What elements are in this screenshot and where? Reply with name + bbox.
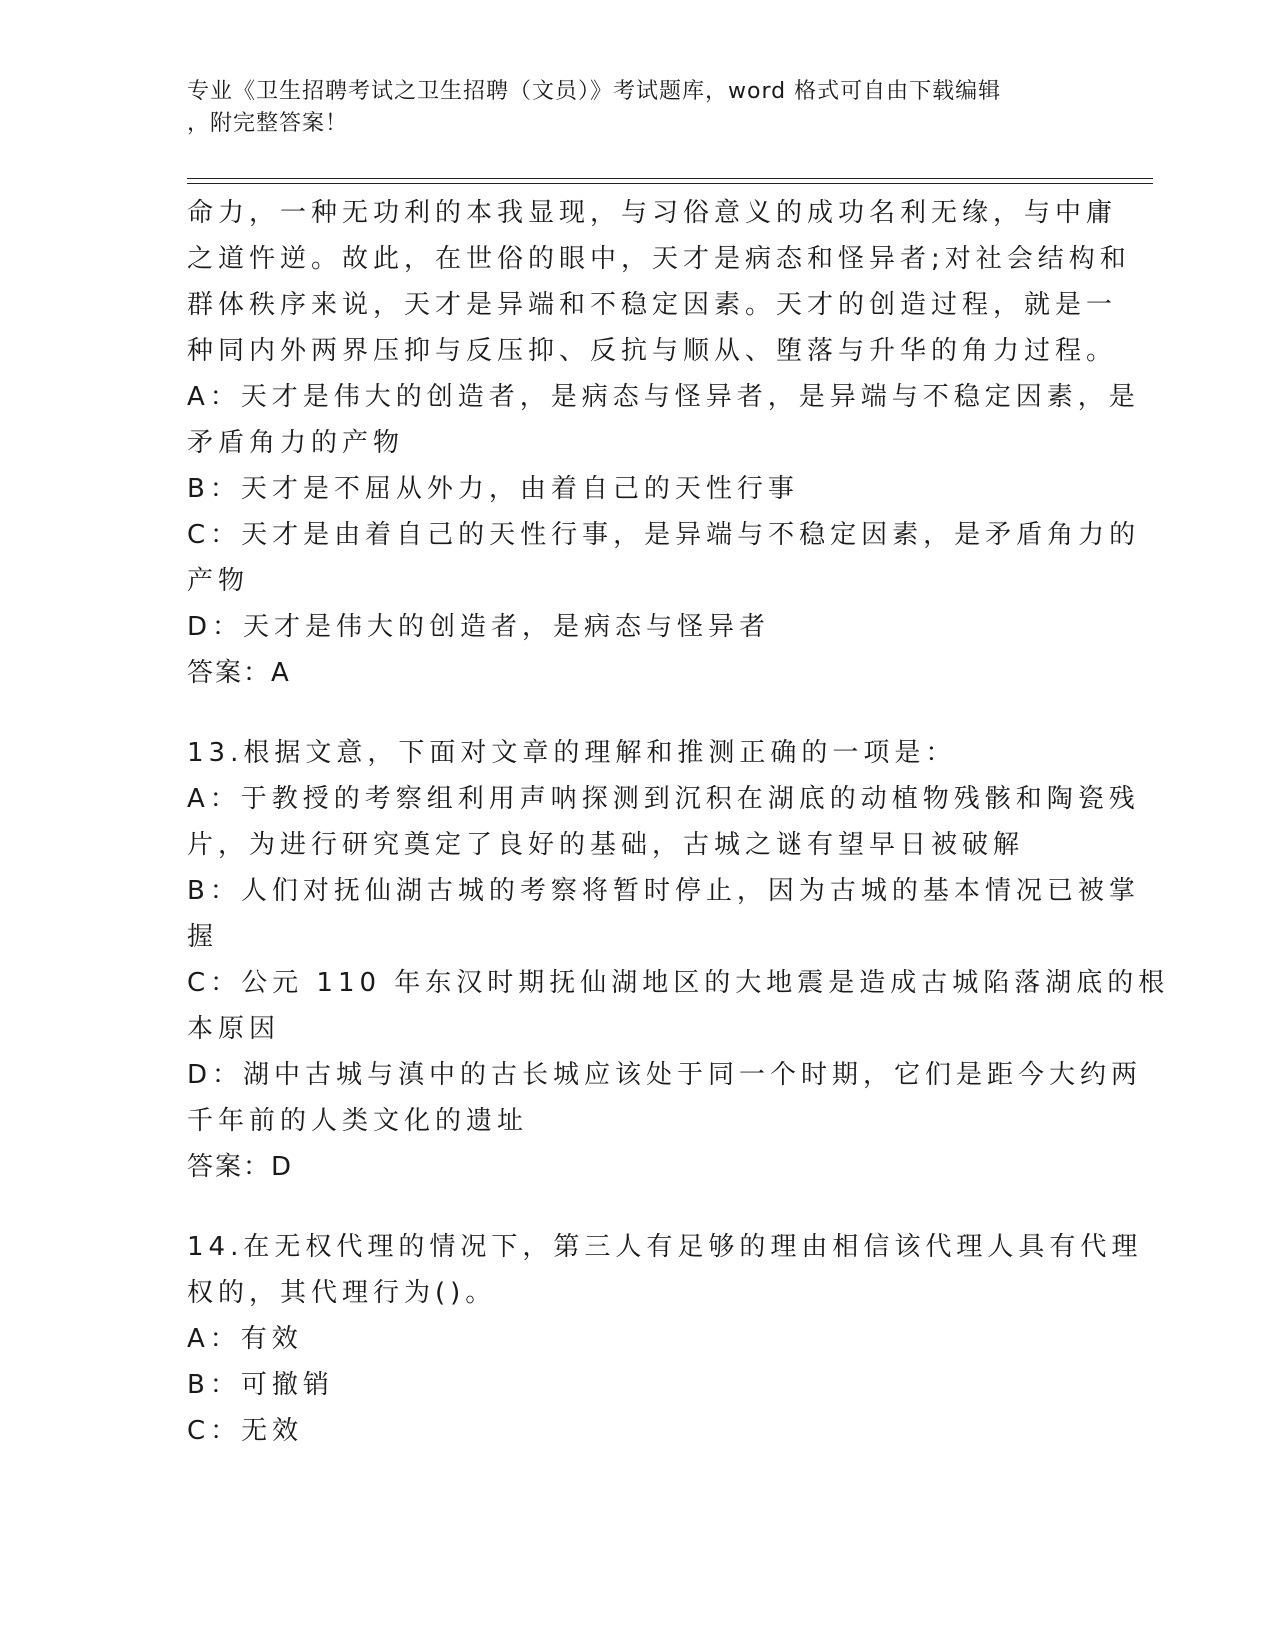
spacer <box>187 1190 1087 1224</box>
header-line-2: ，附完整答案！ <box>187 111 349 136</box>
header-rule-bottom <box>187 183 1153 184</box>
option-line: D：天才是伟大的创造者，是病态与怪异者 <box>187 612 771 642</box>
passage-line: 命力，一种无功利的本我显现，与习俗意义的成功名利无缘，与中庸 <box>187 198 1118 228</box>
option-b <box>187 1362 1087 1408</box>
question-14 <box>187 1224 1143 1454</box>
header-rule-top <box>187 178 1153 179</box>
spacer <box>187 696 1087 730</box>
question-stem: 14.在无权代理的情况下，第三人有足够的理由相信该代理人具有代理 <box>187 1232 1143 1262</box>
question-stem: 权的，其代理行为()。 <box>187 1278 497 1308</box>
document-body <box>187 190 1170 1454</box>
option-line: B：天才是不屈从外力，由着自己的天性行事 <box>187 474 799 504</box>
option-b <box>187 466 1087 512</box>
option-line: 握 <box>187 922 219 952</box>
option-line: C：无效 <box>187 1416 304 1446</box>
passage-line: 种同内外两界压抑与反压抑、反抗与顺从、堕落与升华的角力过程。 <box>187 336 1118 366</box>
passage-text <box>187 190 1131 374</box>
option-line: 矛盾角力的产物 <box>187 428 405 458</box>
option-c <box>187 512 1141 604</box>
passage-line: 群体秩序来说，天才是异端和不稳定因素。天才的创造过程，就是一 <box>187 290 1118 320</box>
question-13 <box>187 730 1170 1190</box>
option-line: B：可撤销 <box>187 1370 334 1400</box>
option-line: A：于教授的考察组利用声呐探测到沉积在湖底的动植物残骸和陶瓷残 <box>187 784 1140 814</box>
option-d <box>187 604 1087 650</box>
option-line: D：湖中古城与滇中的古长城应该处于同一个时期，它们是距今大约两 <box>187 1060 1143 1090</box>
option-line: 千年前的人类文化的遗址 <box>187 1106 529 1136</box>
option-line: B：人们对抚仙湖古城的考察将暂时停止，因为古城的基本情况已被掌 <box>187 876 1140 906</box>
answer-text: 答案：A <box>187 658 291 688</box>
option-line: 片，为进行研究奠定了良好的基础，古城之谜有望早日被破解 <box>187 830 1025 860</box>
option-b <box>187 868 1140 960</box>
option-line: C：天才是由着自己的天性行事，是异端与不稳定因素，是矛盾角力的 <box>187 520 1141 550</box>
option-line: A：天才是伟大的创造者，是病态与怪异者，是异端与不稳定因素，是 <box>187 382 1140 412</box>
question-12 <box>187 374 1141 696</box>
answer-text: 答案：D <box>187 1152 294 1182</box>
option-a <box>187 374 1140 466</box>
option-d <box>187 1052 1143 1144</box>
option-line: A：有效 <box>187 1324 303 1354</box>
document-header <box>187 76 1087 140</box>
option-line: C：公元 110 年东汉时期抚仙湖地区的大地震是造成古城陷落湖底的根 <box>187 968 1170 998</box>
option-line: 产物 <box>187 566 250 596</box>
header-line-1: 专业《卫生招聘考试之卫生招聘（文员）》考试题库，word 格式可自由下载编辑 <box>187 79 1002 104</box>
option-line: 本原因 <box>187 1014 281 1044</box>
passage-line: 之道忤逆。故此，在世俗的眼中，天才是病态和怪异者;对社会结构和 <box>187 244 1131 274</box>
option-a <box>187 1316 1087 1362</box>
option-a <box>187 776 1140 868</box>
option-c <box>187 1408 1087 1454</box>
question-stem: 13.根据文意，下面对文章的理解和推测正确的一项是： <box>187 738 957 768</box>
option-c <box>187 960 1170 1052</box>
